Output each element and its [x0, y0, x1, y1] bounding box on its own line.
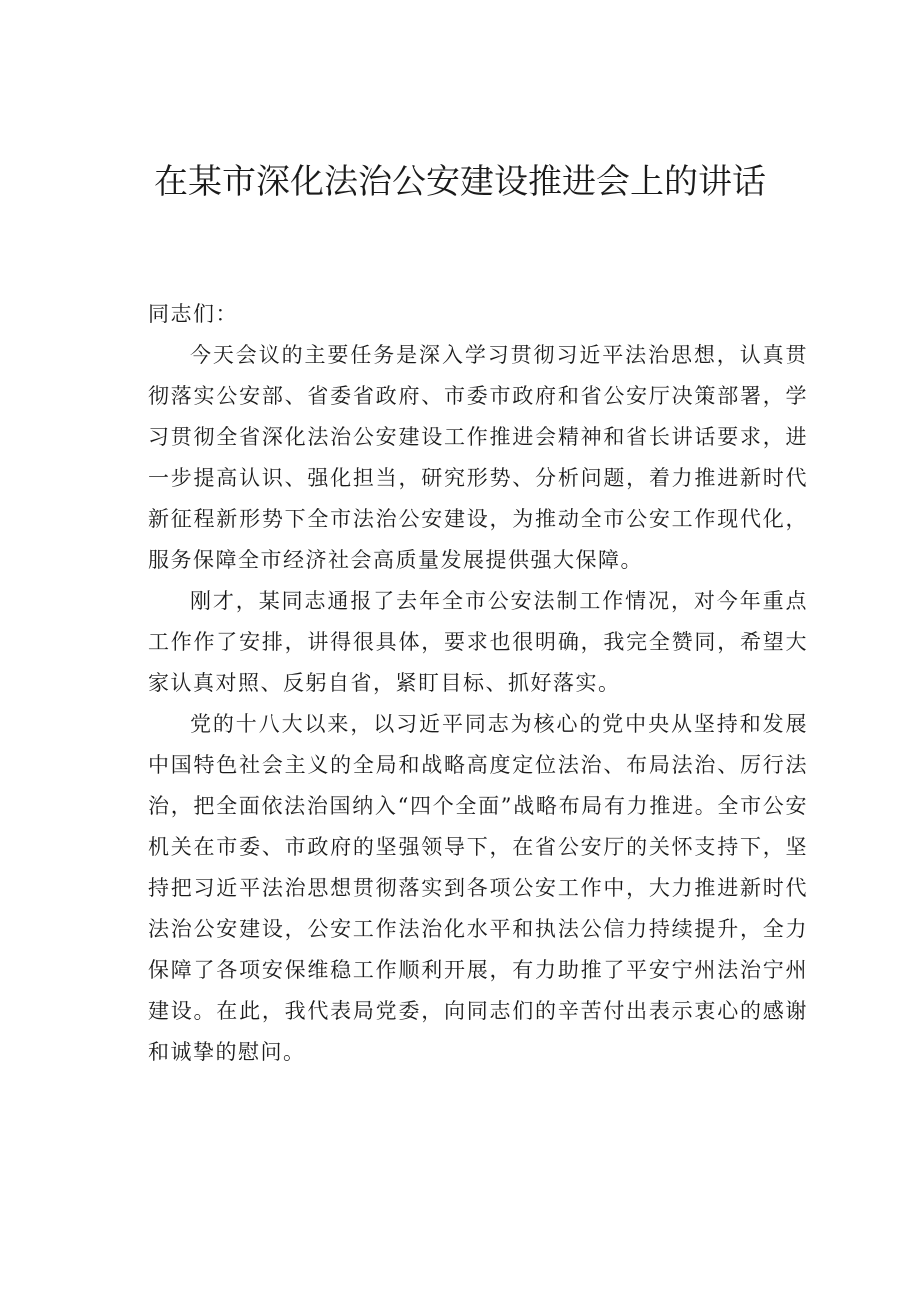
paragraph-1: 今天会议的主要任务是深入学习贯彻习近平法治思想，认真贯彻落实公安部、省委省政府、市委市政府和省公安厅决策部署，学习贯彻全省深化法治公安建设工作推进会精神和省长讲话要求，进一步提高认识、强化担当，研究形势、分析问题，着力推进新时代新征程新形势下全市法治公安建设，为推动全市公安工作现代化，服务保障全市经济社会高质量发展提供强大保障。: [148, 343, 808, 572]
document-title: 在某市深化法治公安建设推进会上的讲话: [154, 162, 766, 202]
document-body: [148, 294, 808, 1073]
paragraph-2: 刚才，某同志通报了去年全市公安法制工作情况，对今年重点工作作了安排，讲得很具体，要求也很明确，我完全赞同，希望大家认真对照、反躬自省，紧盯目标、抓好落实。: [148, 589, 808, 695]
salutation: 同志们：: [148, 302, 238, 326]
paragraph-3: 党的十八大以来，以习近平同志为核心的党中央从坚持和发展中国特色社会主义的全局和战略高度定位法治、布局法治、厉行法治，把全面依法治国纳入“四个全面”战略布局有力推进。全市公安机关在市委、市政府的坚强领导下，在省公安厅的关怀支持下，坚持把习近平法治思想贯彻落实到各项公安工作中，大力推进新时代法治公安建设，公安工作法治化水平和执法公信力持续提升，全力保障了各项安保维稳工作顺利开展，有力助推了平安宁州法治宁州建设。在此，我代表局党委，向同志们的辛苦付出表示衷心的感谢和诚挚的慰问。: [148, 712, 808, 1064]
